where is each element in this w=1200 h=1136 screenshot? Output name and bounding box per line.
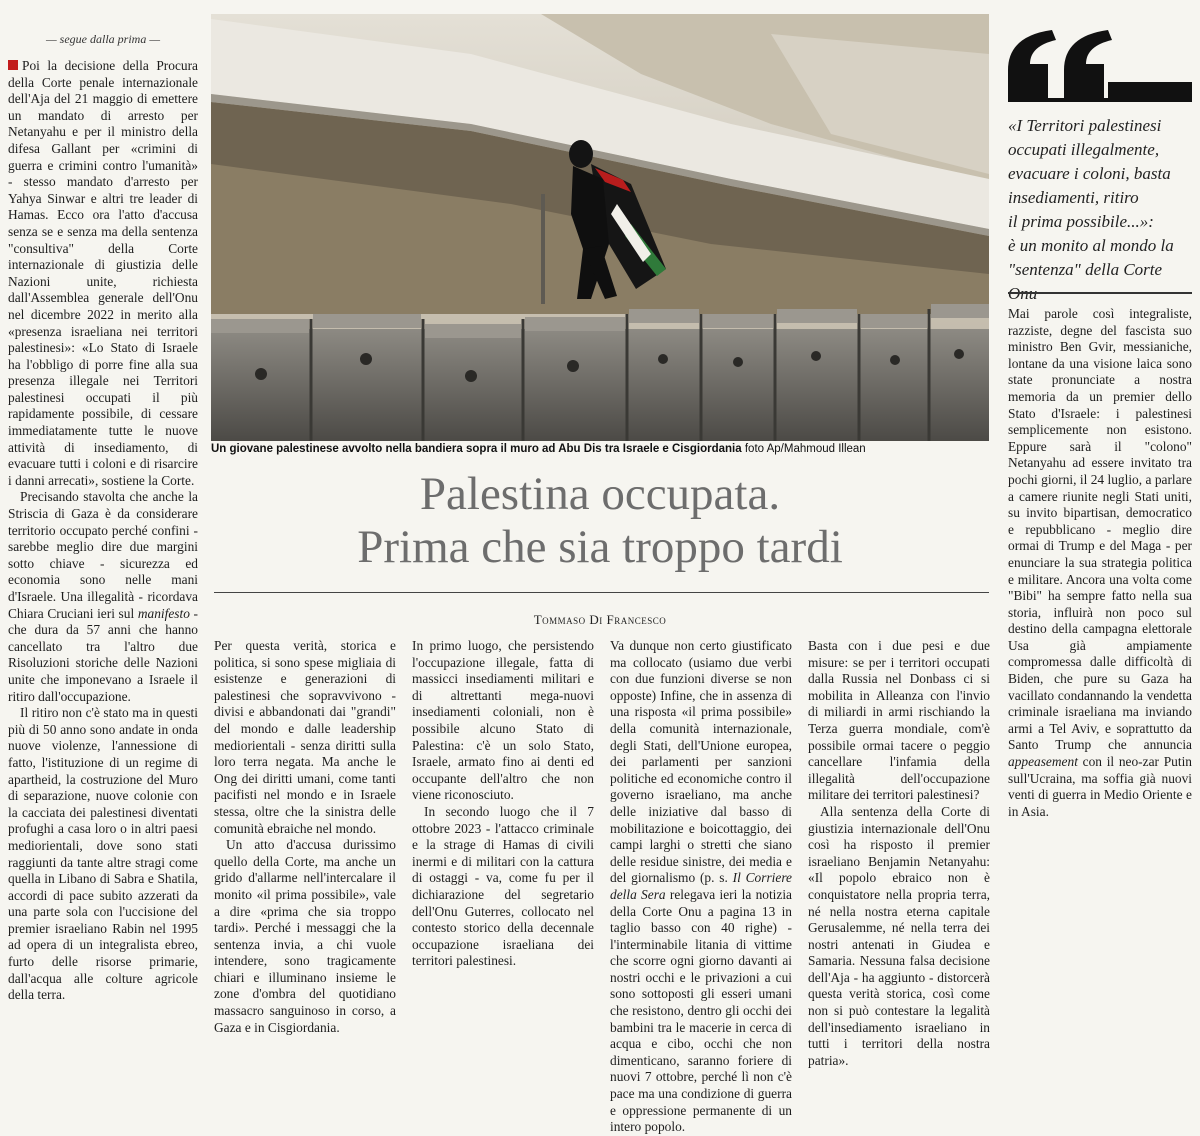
caption-text: Un giovane palestinese avvolto nella bandiera sopra il muro ad Abu Dis tra Israele e Cisgiordania: [211, 443, 742, 455]
pull-quote-line: insediamenti, ritiro: [1008, 188, 1139, 207]
article-paragraph: [8, 489, 198, 705]
paragraph-text: Va dunque non certo giustificato ma collocato (usiamo due verbi con due funzioni diverse se non opposte) Infine, che in assenza di una risposta «il prima possibile» della comunità internazionale, degli Stati, dell'Unione europea, dei parlamenti per sanzioni politiche ed economiche contro il governo israeliano, ma anche delle iniziative dal basso di mobilitazione e boicottaggio, dei campi larghi o stretti che siano delle residue sinistre, dei media e del giornalismo (p. s.: [610, 638, 792, 886]
paragraph-text: Mai parole così integraliste, razziste, degne del fascista suo ministro Ben Gvir, messianiche, lontane da una visione laica sono state pronunciate a nostra memoria da un premier dello Stato d'Israele: i palestinesi semplicemente non esistono. Eppure sarà il "colono" Netanyahu ad essere invitato tra pochi giorni, il 24 luglio, a parlare a camere riunite negli Stati uniti, su invito bipartisan, democratico e repubblicano - meglio dire ormai di Trump e del Maga - per enunciare la sua strategia politica e militare. Ancora una volta come "Bibi" ha sempre fatto nella sua storia, influirà non poco sul destino della campagna elettorale Usa già ampiamente compromessa dalle difficoltà di Biden, che pure su Gaza ha vacillato condannando la vendetta criminale israeliana ma inviando armi a Tel Aviv, e soprattutto da Santo Trump che annuncia: [1008, 306, 1192, 753]
article-paragraph: [808, 804, 990, 1070]
article-column-1: [8, 58, 199, 1003]
article-paragraph: [412, 638, 594, 804]
italic-term: appeasement: [1008, 754, 1078, 770]
pull-quote-line: il prima possibile...»:: [1008, 212, 1154, 231]
paragraph-text: Basta con i due pesi e due misure: se per i territori occupati dalla Russia nel Donbass ci si mobilita in Alleanza con l'invio di miliardi in armi rischiando la Terza guerra mondiale, com'è possibile ormai tacere o peggio cancellare l'infamia della illegalità dell'occupazione militare dei territori palestinesi?: [808, 638, 990, 803]
article-column-3: [412, 638, 594, 1000]
pull-quote-line: è un monito al mondo la: [1008, 236, 1174, 255]
article-paragraph: [1008, 306, 1192, 820]
article-paragraph: [214, 638, 396, 837]
newspaper-name: manifesto: [137, 605, 190, 621]
pull-quote-line: «I Territori palestinesi: [1008, 116, 1162, 135]
article-column-2: [214, 638, 396, 1035]
quote-marks-icon: [1008, 30, 1192, 102]
paragraph-text: Alla sentenza della Corte di giustizia internazionale dell'Onu così ha risposto il premier israeliano Benjamin Netanyahu: «Il popolo ebraico non è conquistatore nella propria terra, né nella nostra eterna capitale Gerusalemme, né nella terra dei nostri antenati in Giudea e Samaria. Nessuna falsa decisione dell'Aja - ha aggiunto - distorcerà questa verità storica, così come non si può contestare la legalità dell'insediamento israeliano in tutti i territori della nostra patria».: [808, 803, 990, 1068]
pull-quote-line: evacuare i coloni, basta: [1008, 164, 1171, 183]
article-paragraph: [214, 837, 396, 1036]
article-column-5: [808, 638, 990, 1068]
headline: [214, 468, 986, 574]
continued-from-front-kicker: — segue dalla prima —: [46, 32, 160, 46]
photo-credit: foto Ap/Mahmoud Illean: [744, 443, 866, 455]
photo-caption: [211, 443, 989, 455]
paragraph-text: Un atto d'accusa durissimo quello della Corte, ma anche un grido d'allarme nell'intercalare il monito «il prima possibile», vale a dire «prima che sia troppo tardi». Perché i messaggi che la sentenza invia, a chi vuole intendere, sono tragicamente chiari e illuminano insieme le zone d'ombra del quotidiano massacro sanguinoso in corso, a Gaza e in Cisgiordania.: [214, 837, 396, 1035]
pull-quote-text: [1008, 114, 1192, 306]
paragraph-text: In primo luogo, che persistendo l'occupazione illegale, fatta di massicci insediamenti militari e di altrettanti mega-nuovi insediamenti coloniali, non è possibile alcuno Stato di Palestina: c'è un solo Stato, Israele, armato fino ai denti ed occupante dell'altro che non viene riconosciuto.: [412, 638, 594, 803]
article-paragraph: [610, 638, 792, 1136]
paragraph-text: Il ritiro non c'è stato ma in questi più di 50 anno sono andate in onda nuove violenze, l'annessione di fatto, l'istituzione di un regime di apartheid, la costruzione del Muro di separazione, nuove colonie con la cacciata dei palestinesi diventati profughi a casa loro o in altri paesi mediorientali, dove sono stati raggiunti da tante altre stragi come quella in Libano di Sabra e Shatila, accordi di pace subito azzerati da una parte sola con l'uccisione del premier israeliano Rabin nel 1995 ad opera di un integralista ebreo, furto delle risorse primarie, dall'acqua alle colture agricole della terra.: [8, 705, 198, 1003]
byline: Tommaso Di Francesco: [533, 612, 667, 627]
article-column-4: [610, 638, 793, 1135]
newspaper-name: Il Corriere della Sera: [610, 870, 792, 902]
article-column-6: [1008, 306, 1192, 1000]
article-paragraph: [808, 638, 990, 804]
article-paragraph: [412, 804, 594, 970]
headline-rule: [214, 592, 989, 593]
article-paragraph: [8, 705, 198, 1004]
lead-photo: [211, 14, 989, 441]
pull-quote-box: [1008, 30, 1192, 102]
headline-line-1: Palestina occupata.: [419, 468, 781, 520]
pull-quote-line: occupati illegalmente,: [1008, 140, 1160, 159]
paragraph-text: Poi la decisione della Procura della Corte penale internazionale dell'Aja del 21 maggio di emettere un mandato di arresto per Netanyahu e per il ministro della difesa Gallant per «crimini di guerra e crimini contro l'umanità» - stesso mandato d'arresto per Yahya Sinwar e altri tre leader di Hamas. Ecco ora l'atto d'accusa senza se e senza ma della sentenza "consultiva" della Corte internazionale di giustizia delle Nazioni unite, richiesta dall'Assemblea generale dell'Onu nel dicembre 2022 in merito alla «presenza israeliana nei territori palestinesi»: «Lo Stato di Israele ha l'obbligo di porre fine alla sua presenza illegale nei Territori palestinesi occupati il più rapidamente possibile, di cessare immediatamente tutte le nuove attività di insediamento, di evacuare tutti i coloni e di risarcire i danni arrecati», sostiene la Corte.: [8, 58, 198, 488]
paragraph-text: - che dura da 57 anni che hanno cancellato tra l'altro due Risoluzioni storiche delle Nazioni unite che imponevano a Israele il ritiro dall'occupazione.: [8, 605, 199, 704]
article-paragraph: [8, 58, 198, 489]
paragraph-text: Precisando stavolta che anche la Striscia di Gaza è da considerare territorio occupato perché confini - sarebbe meglio dire due margini sotto chiave - sicurezza ed economia sono nelle mani d'Israele. Una illegalità - ricordava Chiara Cruciani ieri sul: [8, 489, 198, 621]
pull-quote-line: "sentenza" della Corte: [1008, 260, 1163, 279]
paragraph-text: relegava ieri la notizia della Corte Onu a pagina 13 in taglio basso con 40 righe) - l'interminabile litania di vittime che scorre ogni giorno davanti ai nostri occhi e le privazioni a cui sono sottoposti gli esseri umani che resistono, dentro gli occhi dei bambini tra le macerie in cerca di acqua e cibo, occhi che non dimenticano, saranno foriere di nuovi 7 ottobre, perché lì non c'è pace ma una condizione di guerra e oppressione permanente di un intero popolo.: [610, 886, 793, 1135]
paragraph-text: con il neo-zar Putin sull'Ucraina, ma soffia già nuovi venti di guerra in Medio Oriente e in Asia.: [1008, 754, 1192, 819]
sidebar-divider: [1008, 292, 1192, 294]
paragraph-text: In secondo luogo che il 7 ottobre 2023 - l'attacco criminale e la strage di Hamas di civili inermi e di militari con la cattura di ostaggi - va, come fu per il dichiarazione del segretario dell'Onu Guterres, collocato nel contesto storico della decennale occupazione israeliana dei territori palestinesi.: [412, 803, 594, 969]
section-marker-icon: [8, 60, 18, 70]
headline-line-2: Prima che sia troppo tardi: [357, 521, 843, 573]
paragraph-text: Per questa verità, storica e politica, si sono spese migliaia di esistenze e generazioni di palestinesi che sopravvivono - divisi e abbandonati dai "grandi" del mondo e dalle leadership mediorientali - senza diritti sulla loro terra negata. Ma anche le Ong dei diritti umani, come tanti pacifisti nel mondo e in Israele stessa, oltre che la sinistra delle comunità ebraiche nel mondo.: [214, 638, 396, 836]
